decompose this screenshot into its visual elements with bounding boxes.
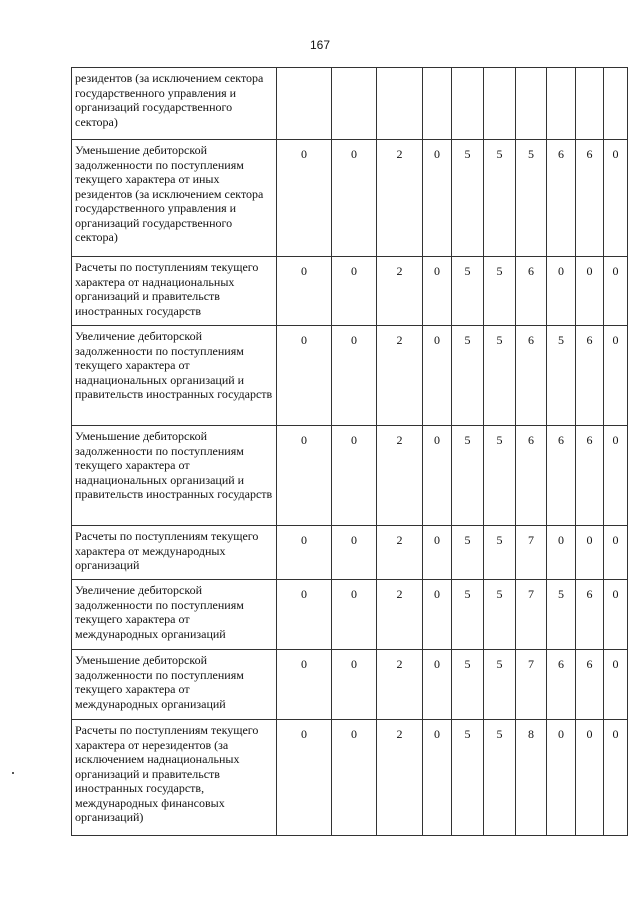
- code-digit-3: 2: [377, 720, 423, 836]
- code-digit-10: 0: [604, 426, 628, 526]
- code-digit-4: 0: [423, 257, 452, 326]
- code-digit-6: 5: [484, 326, 516, 426]
- code-digit-1: 0: [277, 326, 332, 426]
- code-digit-6: 5: [484, 720, 516, 836]
- code-digit-1: 0: [277, 140, 332, 257]
- row-description: Уменьшение дебиторской задолженности по поступлениям текущего характера от наднациональных организаций и правительств иностранных государств: [72, 426, 277, 526]
- table-row: [72, 526, 628, 580]
- code-digit-2: 0: [332, 650, 377, 720]
- row-description: резидентов (за исключением сектора государственного управления и организаций государственного сектора): [72, 68, 277, 140]
- code-digit-8: 6: [547, 140, 576, 257]
- code-digit-2: 0: [332, 257, 377, 326]
- code-digit-1: 0: [277, 650, 332, 720]
- code-digit-6: 5: [484, 580, 516, 650]
- code-digit-9: 6: [576, 580, 604, 650]
- code-digit-6: [484, 68, 516, 140]
- code-digit-8: 0: [547, 257, 576, 326]
- code-digit-3: 2: [377, 140, 423, 257]
- code-digit-9: 0: [576, 720, 604, 836]
- code-digit-4: 0: [423, 720, 452, 836]
- code-digit-1: 0: [277, 720, 332, 836]
- code-digit-7: [516, 68, 547, 140]
- code-digit-2: 0: [332, 526, 377, 580]
- code-digit-1: 0: [277, 580, 332, 650]
- code-digit-6: 5: [484, 140, 516, 257]
- code-digit-8: 6: [547, 426, 576, 526]
- code-digit-9: 6: [576, 326, 604, 426]
- code-digit-5: 5: [452, 426, 484, 526]
- code-digit-1: 0: [277, 426, 332, 526]
- code-digit-8: [547, 68, 576, 140]
- table-row: [72, 580, 628, 650]
- code-digit-4: 0: [423, 526, 452, 580]
- code-digit-1: 0: [277, 526, 332, 580]
- code-digit-1: [277, 68, 332, 140]
- code-digit-2: 0: [332, 580, 377, 650]
- code-digit-8: 0: [547, 526, 576, 580]
- code-digit-3: 2: [377, 257, 423, 326]
- code-digit-7: 6: [516, 326, 547, 426]
- table-row: [72, 257, 628, 326]
- code-digit-5: [452, 68, 484, 140]
- code-digit-7: 5: [516, 140, 547, 257]
- code-digit-8: 0: [547, 720, 576, 836]
- code-digit-4: 0: [423, 140, 452, 257]
- code-digit-5: 5: [452, 257, 484, 326]
- row-description: Увеличение дебиторской задолженности по поступлениям текущего характера от международных организаций: [72, 580, 277, 650]
- code-digit-8: 5: [547, 326, 576, 426]
- code-digit-10: 0: [604, 326, 628, 426]
- code-digit-2: 0: [332, 326, 377, 426]
- code-digit-4: 0: [423, 580, 452, 650]
- code-digit-4: 0: [423, 326, 452, 426]
- row-description: Расчеты по поступлениям текущего характера от международных организаций: [72, 526, 277, 580]
- code-digit-2: [332, 68, 377, 140]
- code-digit-4: 0: [423, 426, 452, 526]
- code-digit-7: 6: [516, 257, 547, 326]
- code-digit-10: 0: [604, 257, 628, 326]
- row-description: Расчеты по поступлениям текущего характера от нерезидентов (за исключением наднациональных организаций и правительств иностранных государств, международных финансовых организаций): [72, 720, 277, 836]
- code-digit-9: [576, 68, 604, 140]
- code-digit-3: 2: [377, 526, 423, 580]
- row-description: Увеличение дебиторской задолженности по поступлениям текущего характера от наднациональных организаций и правительств иностранных государств: [72, 326, 277, 426]
- code-digit-9: 6: [576, 650, 604, 720]
- account-codes-table: [71, 67, 628, 836]
- code-digit-10: 0: [604, 526, 628, 580]
- code-digit-9: 6: [576, 140, 604, 257]
- code-digit-5: 5: [452, 720, 484, 836]
- table-row: [72, 720, 628, 836]
- code-digit-8: 6: [547, 650, 576, 720]
- code-digit-7: 7: [516, 526, 547, 580]
- code-digit-5: 5: [452, 580, 484, 650]
- code-digit-3: 2: [377, 580, 423, 650]
- table-row: [72, 140, 628, 257]
- code-digit-4: [423, 68, 452, 140]
- table-row: [72, 426, 628, 526]
- code-digit-7: 7: [516, 650, 547, 720]
- code-digit-2: 0: [332, 140, 377, 257]
- code-digit-4: 0: [423, 650, 452, 720]
- code-digit-7: 6: [516, 426, 547, 526]
- code-digit-6: 5: [484, 650, 516, 720]
- code-digit-10: 0: [604, 140, 628, 257]
- code-digit-5: 5: [452, 326, 484, 426]
- code-digit-10: 0: [604, 650, 628, 720]
- code-digit-8: 5: [547, 580, 576, 650]
- code-digit-10: 0: [604, 720, 628, 836]
- code-digit-7: 8: [516, 720, 547, 836]
- row-description: Уменьшение дебиторской задолженности по поступлениям текущего характера от иных резидентов (за исключением сектора государственного управления и организаций государственного сектора): [72, 140, 277, 257]
- code-digit-5: 5: [452, 140, 484, 257]
- code-digit-1: 0: [277, 257, 332, 326]
- code-digit-6: 5: [484, 426, 516, 526]
- code-digit-3: [377, 68, 423, 140]
- code-digit-9: 0: [576, 257, 604, 326]
- code-digit-10: 0: [604, 580, 628, 650]
- code-digit-3: 2: [377, 326, 423, 426]
- code-digit-6: 5: [484, 526, 516, 580]
- row-description: Расчеты по поступлениям текущего характера от наднациональных организаций и правительств иностранных государств: [72, 257, 277, 326]
- code-digit-2: 0: [332, 720, 377, 836]
- code-digit-3: 2: [377, 650, 423, 720]
- code-digit-2: 0: [332, 426, 377, 526]
- scan-speck: [12, 772, 14, 774]
- page-number: 167: [309, 38, 331, 52]
- code-digit-5: 5: [452, 650, 484, 720]
- code-digit-5: 5: [452, 526, 484, 580]
- code-digit-6: 5: [484, 257, 516, 326]
- code-digit-3: 2: [377, 426, 423, 526]
- table-row: [72, 68, 628, 140]
- code-digit-10: [604, 68, 628, 140]
- code-digit-9: 6: [576, 426, 604, 526]
- row-description: Уменьшение дебиторской задолженности по поступлениям текущего характера от международных организаций: [72, 650, 277, 720]
- table-row: [72, 326, 628, 426]
- code-digit-9: 0: [576, 526, 604, 580]
- table-row: [72, 650, 628, 720]
- code-digit-7: 7: [516, 580, 547, 650]
